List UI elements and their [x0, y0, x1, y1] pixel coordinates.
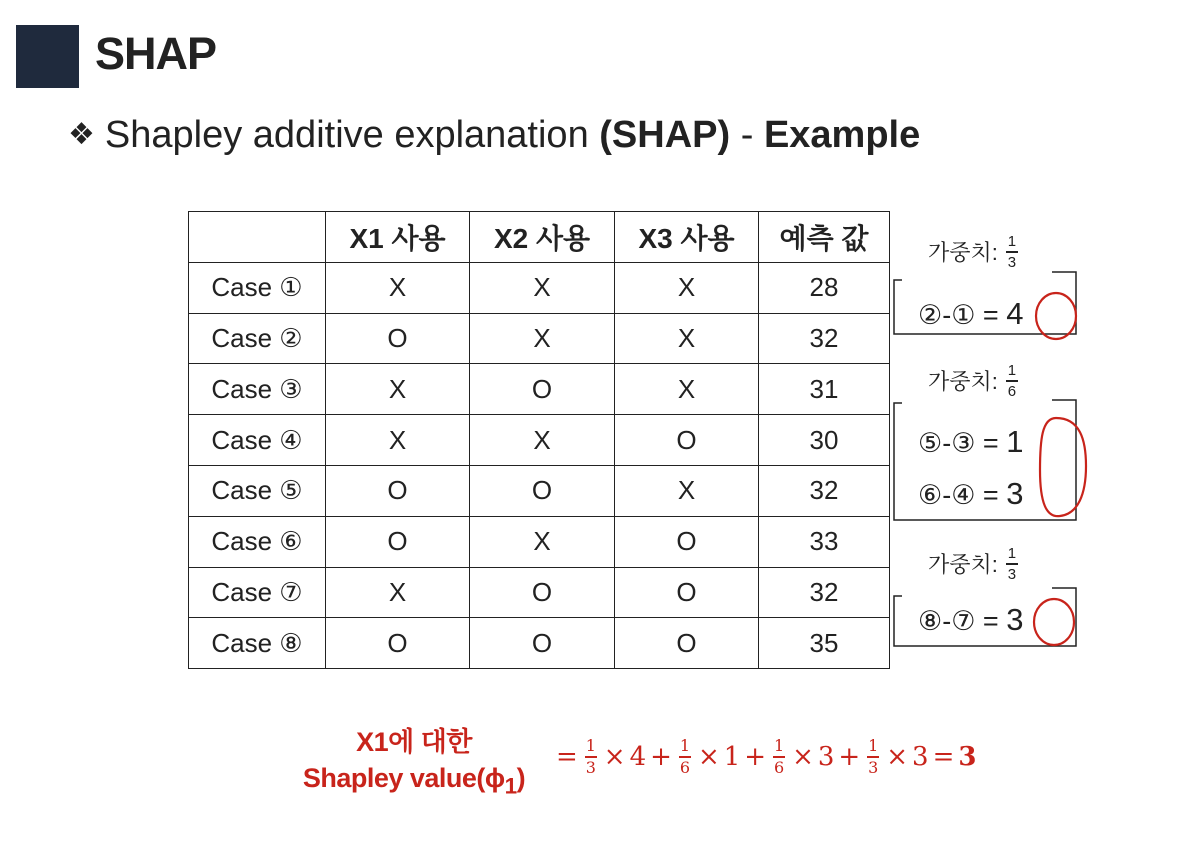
- subtitle-bold-example: Example: [763, 114, 921, 156]
- x2-cell: X: [470, 516, 615, 567]
- x3-cell: O: [615, 516, 759, 567]
- term-value: 4: [629, 741, 647, 772]
- term-value: 3: [817, 741, 835, 772]
- difference-line: [918, 602, 1023, 638]
- header-cell-x1: X1 사용: [326, 212, 470, 263]
- prediction-cell: 33: [759, 516, 890, 567]
- case-label: Case ⑦: [189, 567, 326, 618]
- subtitle-bold-shap: (SHAP): [599, 114, 731, 156]
- x2-cell: X: [470, 262, 615, 313]
- x1-cell: X: [326, 415, 470, 466]
- times-sign: ×: [886, 741, 909, 772]
- case-label: Case ⑧: [189, 618, 326, 669]
- x3-cell: O: [615, 618, 759, 669]
- subtitle-prefix: Shapley additive explanation: [104, 114, 600, 156]
- x1-cell: O: [326, 465, 470, 516]
- term-fraction: [773, 738, 785, 776]
- difference-expression: ⑥-④ =: [918, 480, 999, 510]
- circle-result-3: [1034, 599, 1074, 645]
- equals-sign-final: =: [932, 741, 955, 772]
- plus-sign: +: [744, 741, 767, 772]
- weight-text: 가중치:: [928, 369, 998, 395]
- fraction-denominator: 3: [868, 757, 879, 777]
- shapley-label-close: ): [516, 763, 526, 793]
- x2-cell: O: [470, 567, 615, 618]
- fraction-denominator: 6: [679, 757, 691, 777]
- times-sign: ×: [792, 741, 814, 772]
- term-value: 1: [723, 741, 741, 772]
- weight-text: 가중치:: [928, 552, 998, 578]
- plus-sign: +: [650, 741, 672, 772]
- x2-cell: X: [470, 313, 615, 364]
- difference-expression: ⑧-⑦ =: [918, 606, 999, 636]
- weight-label-group-1: [928, 234, 1018, 270]
- fraction-numerator: 1: [1007, 233, 1017, 250]
- case-label: Case ②: [189, 313, 326, 364]
- page-title: SHAP: [95, 28, 217, 79]
- difference-line: [918, 296, 1023, 332]
- fraction-denominator: 3: [1007, 253, 1017, 271]
- shapley-label-subscript: 1: [504, 773, 517, 799]
- diamond-bullet-icon: ❖: [68, 118, 95, 151]
- term-fraction: [585, 738, 597, 776]
- shapley-label-line1: X1에 대한: [356, 727, 472, 757]
- circle-result-4: [1036, 293, 1076, 339]
- fraction-bar: [1006, 251, 1018, 253]
- fraction-numerator: 1: [1007, 545, 1017, 562]
- x3-cell: X: [615, 465, 759, 516]
- x3-cell: X: [615, 262, 759, 313]
- prediction-cell: 30: [759, 415, 890, 466]
- x2-cell: O: [470, 465, 615, 516]
- weight-text: 가중치:: [928, 240, 998, 266]
- prediction-cell: 31: [759, 364, 890, 415]
- fraction-numerator: 1: [868, 736, 879, 755]
- header-cell-x3: X3 사용: [615, 212, 759, 263]
- weight-fraction: [1006, 363, 1018, 399]
- x1-cell: X: [326, 567, 470, 618]
- difference-line: [918, 476, 1023, 512]
- fraction-bar: [1006, 563, 1018, 565]
- term-fraction: [679, 738, 691, 776]
- difference-line: [918, 424, 1023, 460]
- fraction-denominator: 3: [585, 757, 596, 777]
- prediction-cell: 32: [759, 567, 890, 618]
- times-sign: ×: [603, 741, 626, 772]
- difference-expression: ②-① =: [918, 300, 999, 330]
- weight-fraction: [1006, 546, 1018, 582]
- case-label: Case ⑤: [189, 465, 326, 516]
- difference-expression: ⑤-③ =: [918, 428, 999, 458]
- fraction-bar: [1006, 380, 1018, 382]
- difference-result: 1: [1006, 424, 1024, 459]
- case-label: Case ①: [189, 262, 326, 313]
- x1-cell: X: [326, 364, 470, 415]
- x1-cell: O: [326, 516, 470, 567]
- fraction-numerator: 1: [1007, 362, 1017, 379]
- x3-cell: O: [615, 415, 759, 466]
- x2-cell: O: [470, 618, 615, 669]
- fraction-denominator: 3: [1007, 565, 1017, 583]
- plus-sign: +: [838, 741, 861, 772]
- prediction-cell: 32: [759, 313, 890, 364]
- x1-cell: O: [326, 313, 470, 364]
- case-label: Case ⑥: [189, 516, 326, 567]
- weight-label-group-2: [928, 363, 1018, 399]
- fraction-numerator: 1: [679, 736, 691, 755]
- x3-cell: O: [615, 567, 759, 618]
- equals-sign: =: [556, 741, 578, 772]
- header-cell-x2: X2 사용: [470, 212, 615, 263]
- difference-result: 4: [1006, 296, 1024, 331]
- header-cell-prediction: 예측 값: [759, 212, 890, 263]
- case-label: Case ④: [189, 415, 326, 466]
- prediction-cell: 28: [759, 262, 890, 313]
- difference-result: 3: [1006, 476, 1024, 511]
- prediction-cell: 35: [759, 618, 890, 669]
- term-fraction: [867, 738, 879, 776]
- subtitle-separator: -: [730, 114, 764, 156]
- x2-cell: X: [470, 415, 615, 466]
- x2-cell: O: [470, 364, 615, 415]
- fraction-denominator: 6: [773, 757, 785, 777]
- formula-result: 3: [958, 741, 977, 772]
- difference-result: 3: [1006, 602, 1024, 637]
- x3-cell: X: [615, 313, 759, 364]
- shapley-label-text: Shapley value(ϕ: [302, 763, 505, 793]
- x3-cell: X: [615, 364, 759, 415]
- prediction-cell: 32: [759, 465, 890, 516]
- times-sign: ×: [697, 741, 720, 772]
- circle-results-1-3: [1040, 418, 1086, 516]
- term-value: 3: [912, 741, 929, 772]
- fraction-numerator: 1: [585, 736, 596, 755]
- x1-cell: O: [326, 618, 470, 669]
- fraction-numerator: 1: [773, 736, 785, 755]
- weight-fraction: [1006, 234, 1018, 270]
- weight-label-group-3: [928, 546, 1018, 582]
- fraction-denominator: 6: [1007, 382, 1017, 400]
- shapley-value-label: [292, 724, 536, 804]
- x1-cell: X: [326, 262, 470, 313]
- shapley-label-line2: [292, 760, 536, 804]
- case-label: Case ③: [189, 364, 326, 415]
- shapley-formula: [552, 738, 976, 776]
